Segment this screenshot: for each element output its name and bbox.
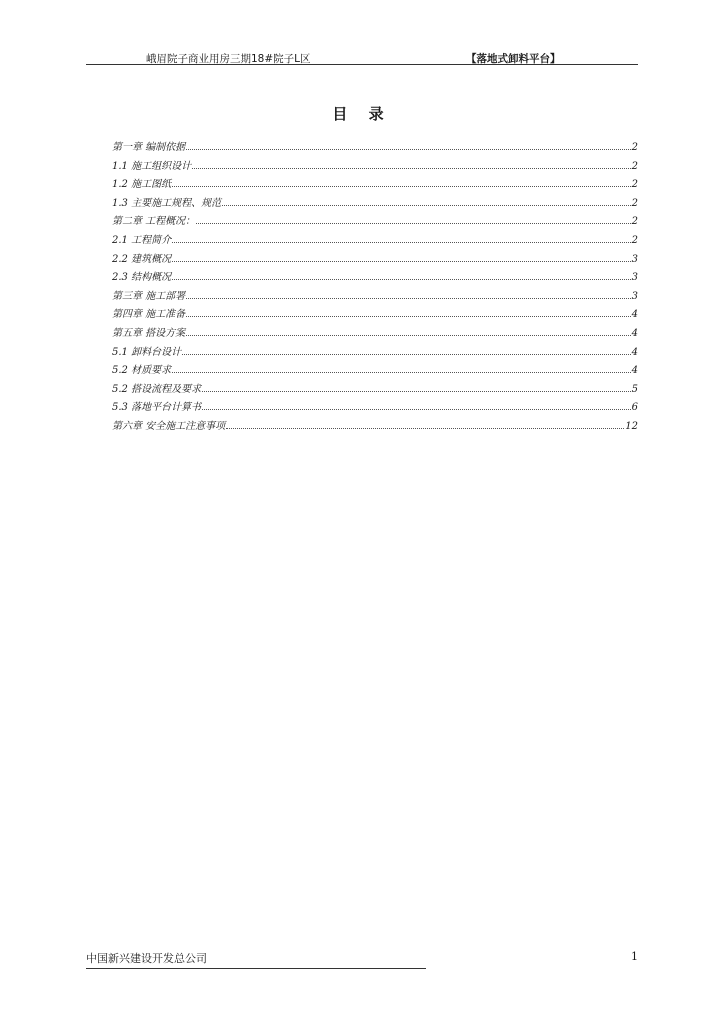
toc-leader-dots [172, 234, 631, 243]
toc-entry[interactable] [112, 398, 638, 417]
toc-leader-dots [182, 346, 631, 355]
toc-entry[interactable] [112, 417, 638, 436]
toc-entry-label: 2.1 工程简介 [112, 234, 172, 246]
toc-entry[interactable] [112, 343, 638, 362]
toc-leader-dots [172, 178, 631, 187]
toc-entry-page-number: 3 [631, 290, 638, 302]
toc-entry-page-number: 4 [631, 327, 638, 339]
footer-page-number: 1 [631, 950, 638, 963]
toc-leader-dots [196, 215, 630, 224]
header-document-type: 【落地式卸料平台】 [466, 53, 561, 65]
toc-entry-label: 5.3 落地平台计算书 [112, 402, 202, 414]
toc-entry[interactable] [112, 268, 638, 287]
toc-entry-label: 第四章 施工准备 [112, 309, 186, 321]
toc-entry-label: 第二章 工程概况： [112, 216, 196, 228]
toc-entry-label: 第五章 搭设方案 [112, 327, 186, 339]
toc-entry[interactable] [112, 324, 638, 343]
page-footer [86, 950, 638, 966]
toc-entry[interactable] [112, 380, 638, 399]
toc-title: 目 录 [332, 105, 392, 123]
toc-entry-page-number: 5 [631, 383, 638, 395]
toc-entry[interactable] [112, 231, 638, 250]
toc-leader-dots [222, 197, 631, 206]
toc-entry-page-number: 2 [631, 234, 638, 246]
toc-entry-label: 5.2 材质要求 [112, 365, 172, 377]
toc-entry-label: 5.2 搭设流程及要求 [112, 383, 202, 395]
toc-leader-dots [226, 420, 624, 429]
toc-leader-dots [186, 308, 630, 317]
header-project-name: 峨眉院子商业用房三期18#院子L区 [146, 53, 311, 65]
toc-entry-page-number: 2 [631, 160, 638, 172]
toc-leader-dots [202, 383, 631, 392]
toc-entry[interactable] [112, 305, 638, 324]
toc-entry-page-number: 3 [631, 253, 638, 265]
page-header [86, 48, 638, 65]
toc-leader-dots [192, 160, 631, 169]
toc-entry-page-number: 2 [631, 179, 638, 191]
toc-entry[interactable] [112, 194, 638, 213]
toc-entry[interactable] [112, 361, 638, 380]
toc-entry-label: 2.2 建筑概况 [112, 253, 172, 265]
table-of-contents [112, 138, 638, 436]
toc-entry-page-number: 4 [631, 309, 638, 321]
toc-leader-dots [172, 364, 631, 373]
toc-leader-dots [202, 401, 631, 410]
toc-entry[interactable] [112, 138, 638, 157]
toc-leader-dots [172, 271, 631, 280]
toc-leader-dots [186, 327, 630, 336]
toc-leader-dots [172, 253, 631, 262]
toc-entry-page-number: 2 [631, 197, 638, 209]
toc-entry-label: 5.1 卸料台设计 [112, 346, 182, 358]
toc-entry[interactable] [112, 175, 638, 194]
toc-entry-page-number: 6 [631, 402, 638, 414]
toc-entry-label: 1.1 施工组织设计 [112, 160, 192, 172]
toc-entry-page-number: 4 [631, 365, 638, 377]
toc-entry-label: 第六章 安全施工注意事项 [112, 420, 226, 432]
toc-entry-page-number: 4 [631, 346, 638, 358]
toc-leader-dots [186, 141, 630, 150]
toc-entry-label: 1.2 施工图纸 [112, 179, 172, 191]
toc-entry-label: 1.3 主要施工规程、规范 [112, 197, 222, 209]
toc-entry[interactable] [112, 212, 638, 231]
footer-company-name: 中国新兴建设开发总公司 [86, 950, 426, 969]
toc-entry-page-number: 2 [631, 216, 638, 228]
toc-entry[interactable] [112, 287, 638, 306]
toc-entry[interactable] [112, 250, 638, 269]
toc-entry-label: 2.3 结构概况 [112, 272, 172, 284]
toc-entry[interactable] [112, 157, 638, 176]
toc-entry-page-number: 12 [625, 420, 638, 432]
toc-entry-page-number: 3 [631, 272, 638, 284]
toc-leader-dots [186, 290, 630, 299]
toc-entry-label: 第一章 编制依据 [112, 142, 186, 153]
toc-entry-page-number: 2 [631, 142, 638, 153]
toc-entry-label: 第三章 施工部署 [112, 290, 186, 302]
